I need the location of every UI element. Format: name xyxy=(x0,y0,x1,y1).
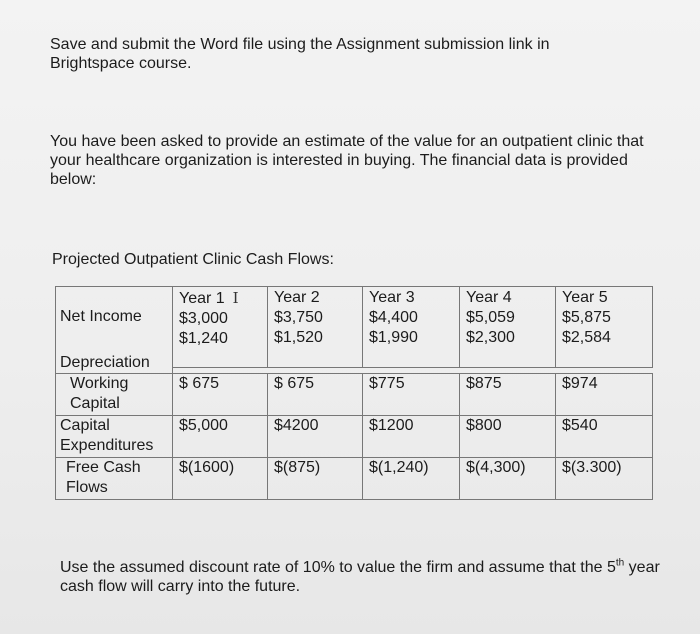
year-4-column xyxy=(460,287,556,368)
row-label-capital-expenditures: Capital Expenditures xyxy=(56,416,173,458)
table-cell: $5,000 xyxy=(173,416,268,458)
text-cursor-icon: I xyxy=(232,289,239,307)
table-row xyxy=(56,374,653,416)
problem-statement: You have been asked to provide an estimate of the value for an outpatient clinic that your healthcare organization is interested in buying. The financial data is provided below: xyxy=(50,133,644,188)
table-cell: $1,520 xyxy=(274,329,323,346)
table-cell: $1,990 xyxy=(369,329,418,346)
year-5-column xyxy=(556,287,653,368)
year-2-column xyxy=(268,287,363,368)
table-cell: $875 xyxy=(460,374,556,416)
table-row xyxy=(56,458,653,500)
table-cell: $3,750 xyxy=(274,309,323,326)
row-label-working-capital: Working Capital xyxy=(56,374,173,416)
year-header: Year 3 xyxy=(369,289,415,306)
table-cell: $2,584 xyxy=(562,329,611,346)
table-cell: $1200 xyxy=(363,416,460,458)
table-cell: $3,000 xyxy=(179,310,228,327)
year-header: Year 2 xyxy=(274,289,320,306)
table-cell: $(3.300) xyxy=(556,458,653,500)
cash-flow-table xyxy=(55,286,653,500)
year-header: Year 1 xyxy=(179,290,225,307)
ordinal-suffix: th xyxy=(615,557,625,569)
table-cell: $(1,240) xyxy=(363,458,460,500)
table-cell: $(1600) xyxy=(173,458,268,500)
table-caption: Projected Outpatient Clinic Cash Flows: xyxy=(52,251,334,268)
table-cell: $(875) xyxy=(268,458,363,500)
table-cell: $1,240 xyxy=(179,330,228,347)
table-cell: $974 xyxy=(556,374,653,416)
table-row xyxy=(56,416,653,458)
discount-instruction xyxy=(60,558,660,596)
year-header: Year 4 xyxy=(466,289,512,306)
year-header: Year 5 xyxy=(562,289,608,306)
year-1-column xyxy=(173,287,268,368)
year-3-column xyxy=(363,287,460,368)
table-cell: $4200 xyxy=(268,416,363,458)
table-cell: $775 xyxy=(363,374,460,416)
table-cell: $2,300 xyxy=(466,329,515,346)
table-cell: $ 675 xyxy=(268,374,363,416)
table-cell: $540 xyxy=(556,416,653,458)
instruction-text-end: year cash flow will carry into the future. xyxy=(60,559,660,595)
table-cell: $(4,300) xyxy=(460,458,556,500)
row-label-free-cash-flows: Free Cash Flows xyxy=(56,458,173,500)
instruction-text: Use the assumed discount rate of 10% to value the firm and assume that the 5 xyxy=(60,559,616,576)
table-cell: $5,875 xyxy=(562,309,611,326)
row-label-depreciation: Depreciation xyxy=(60,354,150,371)
table-cell: $4,400 xyxy=(369,309,418,326)
table-cell: $5,059 xyxy=(466,309,515,326)
row-label-net-income: Net Income xyxy=(60,308,142,325)
table-row-label xyxy=(56,287,173,374)
table-cell: $ 675 xyxy=(173,374,268,416)
table-cell: $800 xyxy=(460,416,556,458)
submission-instructions: Save and submit the Word file using the Assignment submission link in Brightspace course. xyxy=(50,36,550,72)
